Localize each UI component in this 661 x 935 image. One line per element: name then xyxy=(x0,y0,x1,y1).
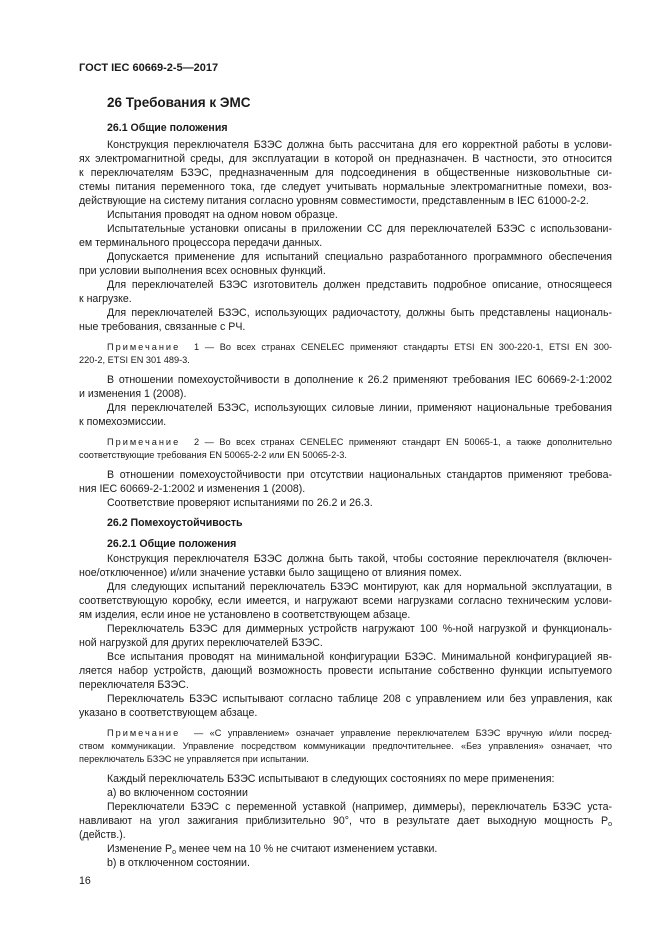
paragraph-line: В отношении помехоустойчивости в дополнение к 26.2 применяют требования IEC 60669-2-1:2002 xyxy=(107,374,612,386)
paragraph-line: и изменения 1 (2008). xyxy=(79,388,187,400)
paragraph-line: ях электромагнитной среды, для эксплуатации в которой он предназначен. В частности, это относится xyxy=(79,153,612,165)
paragraph-text: менее чем на 10 % не считают изменением уставки. xyxy=(175,843,438,855)
paragraph-line: Конструкция переключателя БЗЭС должна быть такой, чтобы состояние переключателя (включен- xyxy=(107,553,612,565)
paragraph-line: Переключатель БЗЭС испытывают согласно таблице 208 с управлением или без управления, как xyxy=(107,693,612,705)
paragraph-line: Для следующих испытаний переключатель БЗЭС монтируют, как для нормальной эксплуатации, в xyxy=(107,581,612,593)
paragraph-line: к нагрузке. xyxy=(79,293,132,305)
paragraph-line: ляется набор устройств, дающий возможность провести испытание собственно функции испытуемого xyxy=(79,665,612,677)
subscript: o xyxy=(172,849,176,856)
paragraph-line: В отношении помехоустойчивости при отсутствии национальных стандартов применяют требова- xyxy=(107,469,612,481)
paragraph-text: Изменение P xyxy=(107,843,173,855)
paragraph-line: ное/отключенное) и/или значение уставки было защищено от влияния помех. xyxy=(79,567,462,579)
paragraph-line: Все испытания проводят на минимальной конфигурации БЗЭС. Минимальной конфигурацией яв- xyxy=(107,651,612,663)
paragraph-line: Переключатель БЗЭС для диммерных устройств нагружают 100 %-ной нагрузкой и функциональ- xyxy=(107,623,612,635)
paragraph-line: при условии выполнения всех основных функций. xyxy=(79,265,326,277)
paragraph-text: навливают на угол зажигания приблизительно 90°, что в результате дает выходную мощность P xyxy=(79,815,609,827)
paragraph-line: Испытательные установки описаны в приложении СС для переключателей БЗЭС с использовани- xyxy=(107,223,612,235)
subsubsection-title: 26.2.1 Общие положения xyxy=(107,538,237,550)
paragraph-line: переключателя БЗЭС. xyxy=(79,679,189,691)
paragraph: Соответствие проверяют испытаниями по 26.2 и 26.3. xyxy=(107,497,373,509)
paragraph-line: Переключатели БЗЭС с переменной уставкой (например, диммеры), переключатель БЗЭС уста- xyxy=(107,801,612,813)
paragraph-line: ем терминального процессора передачи данных. xyxy=(79,237,323,249)
paragraph: Каждый переключатель БЗЭС испытывают в следующих состояниях по мере применения: xyxy=(107,773,555,785)
paragraph-line: указано в соответствующем абзаце. xyxy=(79,707,258,719)
paragraph-line: ной нагрузкой для других переключателей БЗЭС. xyxy=(79,637,323,649)
paragraph-line: Конструкция переключателя БЗЭС должна быть рассчитана для его корректной работы в услови- xyxy=(107,139,612,151)
list-item: b) в отключенном состоянии. xyxy=(107,857,250,869)
subsection-title: 26.1 Общие положения xyxy=(107,122,228,134)
paragraph-line: Допускается применение для испытаний специально разработанного программного обеспечения xyxy=(107,251,612,263)
note-label: Примечание xyxy=(107,728,181,738)
note-text: соответствующие требования EN 50065-2-2 или EN 50065-2-3. xyxy=(79,450,347,460)
page-number: 16 xyxy=(79,875,91,887)
note-label: Примечание xyxy=(107,342,181,352)
note-text: — «С управлением» означает управление переключателем БЗЭС вручную и/или посред- xyxy=(194,728,612,738)
paragraph-line: Для переключателей БЗЭС, использующих радиочастоту, должны быть представлены националь- xyxy=(107,307,612,319)
note-label: Примечание xyxy=(107,437,181,447)
paragraph-line: стемы питания переменного тока, где следует учитывать нормальные электромагнитные помехи, воз- xyxy=(79,181,612,193)
note-text: 2 — Во всех странах CENELEC применяют стандарт EN 50065-1, а также дополнительно xyxy=(194,437,612,447)
paragraph-line xyxy=(79,815,612,828)
paragraph-line: ные требования, связанные с РЧ. xyxy=(79,321,246,333)
paragraph-line: ния IEC 60669-2-1:2002 и изменения 1 (2008). xyxy=(79,483,306,495)
paragraph: Испытания проводят на одном новом образце. xyxy=(107,209,338,221)
paragraph-line: соответствующую коробку, если имеется, и нагружают всеми нагрузками согласно техническим услови- xyxy=(79,595,612,607)
note-text: ством коммуникации. Управление посредством коммуникации предпочтительнее. «Без управления» означает, что xyxy=(79,741,612,751)
note-text: 220-2, ETSI EN 301 489-3. xyxy=(79,355,190,365)
paragraph-line: Для переключателей БЗЭС, использующих силовые линии, применяют национальные требования xyxy=(107,402,612,414)
paragraph-line: (действ.). xyxy=(79,829,126,841)
note-text: 1 — Во всех странах CENELEC применяют стандарты ETSI EN 300-220-1, ETSI EN 300- xyxy=(194,342,612,352)
paragraph-line: Для переключателей БЗЭС изготовитель должен представить подробное описание, относящееся xyxy=(107,279,612,291)
section-title: 26 Требования к ЭМС xyxy=(107,95,251,110)
paragraph-line: к переключателям БЗЭС, предназначенным для подсоединения в общественные низковольтные си- xyxy=(79,167,612,179)
subsection-title: 26.2 Помехоустойчивость xyxy=(107,517,243,529)
subscript: o xyxy=(608,821,612,828)
paragraph-line: к помехоэмиссии. xyxy=(79,416,167,428)
paragraph-line: действующие на систему питания согласно уровням совместимости, представленным в IEC 61000-2-2. xyxy=(79,195,589,207)
paragraph-line: ям изделия, если иное не установлено в соответствующем абзаце. xyxy=(79,609,411,621)
paragraph xyxy=(107,843,437,856)
list-item: а) во включенном состоянии xyxy=(107,787,248,799)
note-text: переключатель БЗЭС не управляется при испытании. xyxy=(79,754,309,764)
document-header: ГОСТ IEC 60669-2-5—2017 xyxy=(79,62,219,74)
